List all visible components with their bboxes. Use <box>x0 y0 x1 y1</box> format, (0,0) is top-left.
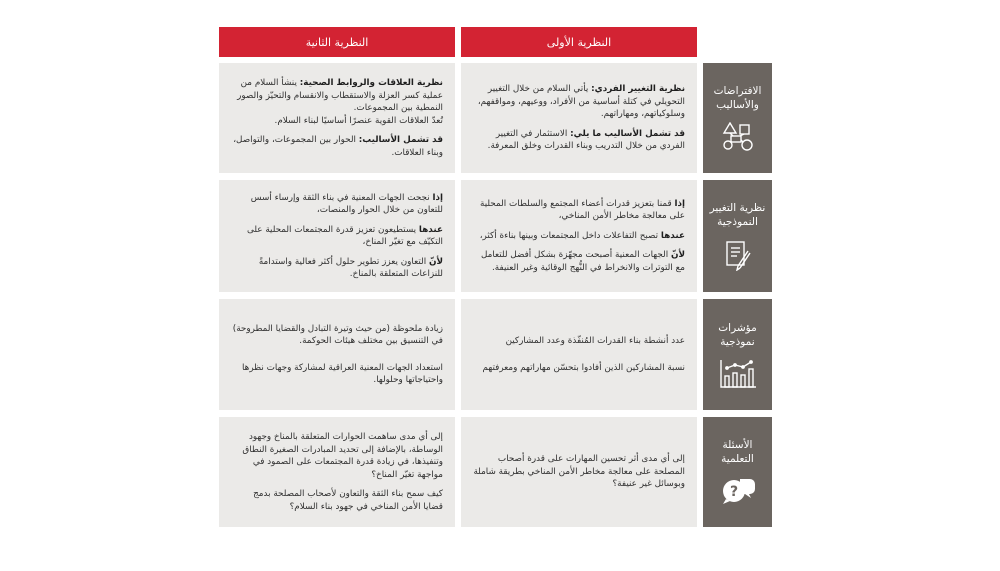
text: التعاون يعزز تطوير حلول أكثر فعالية واستدامةً للنزاعات المتعلقة بالمناخ. <box>258 256 443 279</box>
paragraph <box>473 128 685 153</box>
bold-lead: إذا <box>674 198 685 209</box>
bold-lead: قد تشمل الأساليب ما يلي: <box>570 128 685 139</box>
text: الجهات المعنية أصبحت مجهّزة بشكل أفضل للتعامل مع التوترات والانخراط في النُّهج الوقائية وغير العنيفة. <box>480 250 685 273</box>
row-label-assumptions <box>703 63 772 173</box>
text: قمنا بتعزيز قدرات أعضاء المجتمع والسلطات المحلية على معالجة مخاطر الأمن المناخي، <box>480 198 685 222</box>
paragraph <box>231 134 443 159</box>
header-first-theory: النظرية الأولى <box>461 27 697 57</box>
paragraph <box>231 256 443 281</box>
paragraph: زيادة ملحوظة (من حيث وتيرة التبادل والقضايا المطروحة) في التنسيق بين مختلف هيئات الحوكمة. <box>232 323 443 346</box>
row-label-indicators <box>703 299 772 410</box>
row-label-text: الافتراضات والأساليب <box>713 85 762 111</box>
text: الاستثمار في التغيير الفردي من خلال التدريب وبناء القدرات وخلق المعرفة. <box>487 128 685 152</box>
text: نجحت الجهات المعنية في بناء الثقة وإرساء أسس للتعاون من خلال الحوار والمنصات، <box>250 192 443 215</box>
cell-row1-second <box>219 63 455 173</box>
cell-row2-second <box>219 180 455 292</box>
text: يستطيعون تعزيز قدرة المجتمعات المحلية على التكيّف مع تغيّر المناخ، <box>247 224 443 247</box>
paragraph: نسبة المشاركين الذين أفادوا بتحسّن مهاراتهم ومعرفتهم <box>482 362 685 373</box>
paragraph <box>231 77 443 127</box>
bold-lead: إذا <box>432 192 443 203</box>
cell-row3-first <box>461 299 697 410</box>
row-label-text: نظرية التغيير النموذجية <box>709 202 766 228</box>
svg-text:?: ? <box>729 484 738 500</box>
shapes-icon <box>721 122 755 152</box>
header-second-theory: النظرية الثانية <box>219 27 455 57</box>
question-chat-icon <box>720 476 756 506</box>
cell-row1-first <box>461 63 697 173</box>
paragraph <box>473 230 685 243</box>
paragraph <box>473 198 685 223</box>
paragraph: استعداد الجهات المعنية العراقية لمشاركة وجهات نظرها واحتياجاتها وحلولها. <box>242 362 443 385</box>
bold-lead: عندها <box>418 224 443 235</box>
bold-lead: نظرية العلاقات والروابط الصحية: <box>299 78 443 88</box>
bold-lead: لأنّ <box>670 250 685 261</box>
bold-lead: نظرية التغيير الفردي: <box>591 84 685 95</box>
paragraph <box>231 224 443 249</box>
paragraph <box>473 83 685 121</box>
text: ينشأ السلام من عملية كسر العزلة والاستقطاب والانقسام والتحيّز والصور النمطية بين المجموعات. <box>237 78 443 113</box>
bar-chart-icon <box>718 359 758 389</box>
text: تُعدّ العلاقات القوية عنصرًا أساسيًا لبناء السلام. <box>274 115 443 126</box>
document-edit-icon <box>723 239 753 271</box>
row-label-text: مؤشرات نموذجية <box>718 321 757 348</box>
paragraph: عدد أنشطة بناء القدرات المُنفّذة وعدد المشاركين <box>505 336 685 346</box>
cell-row3-second <box>219 299 455 410</box>
bold-lead: عندها <box>660 230 685 241</box>
paragraph <box>231 192 443 217</box>
paragraph <box>473 249 685 274</box>
paragraph: كيف سمح بناء الثقة والتعاون لأصحاب المصلحة بدمج قضايا الأمن المناخي في جهود بناء السلام؟ <box>253 489 443 512</box>
text: تصبح التفاعلات داخل المجتمعات وبينها بناءة أكثر، <box>479 230 661 241</box>
text: الحوار بين المجموعات، والتواصل، وبناء العلاقات. <box>233 135 443 158</box>
paragraph: إلى أي مدى أثر تحسين المهارات على قدرة أصحاب المصلحة على معالجة مخاطر الأمن المناخي بطريقة شاملة وبوسائل غير عنيفة؟ <box>473 454 685 490</box>
row-label-text: الأسئلة التعلمية <box>721 439 754 465</box>
bold-lead: لأنّ <box>428 256 443 267</box>
bold-lead: قد تشمل الأساليب: <box>358 135 443 145</box>
row-label-learning-questions <box>703 417 772 527</box>
cell-row4-first <box>461 417 697 527</box>
row-label-theory-of-change <box>703 180 772 292</box>
cell-row4-second <box>219 417 455 527</box>
paragraph: إلى أي مدى ساهمت الحوارات المتعلقة بالمناخ وجهود الوساطة، بالإضافة إلى تحديد المبادرات الصغيرة النطاق وتنفيذها، في زيادة قدرة المجتمعات على الصمود في مواجهة تغيّر المناخ؟ <box>242 432 443 480</box>
text: يأتي السلام من خلال التغيير التحويلي في كتلة أساسية من الأفراد، ووعيهم، ومواقفهم، وسلوكياتهم، ومهاراتهم. <box>477 84 685 120</box>
cell-row2-first <box>461 180 697 292</box>
